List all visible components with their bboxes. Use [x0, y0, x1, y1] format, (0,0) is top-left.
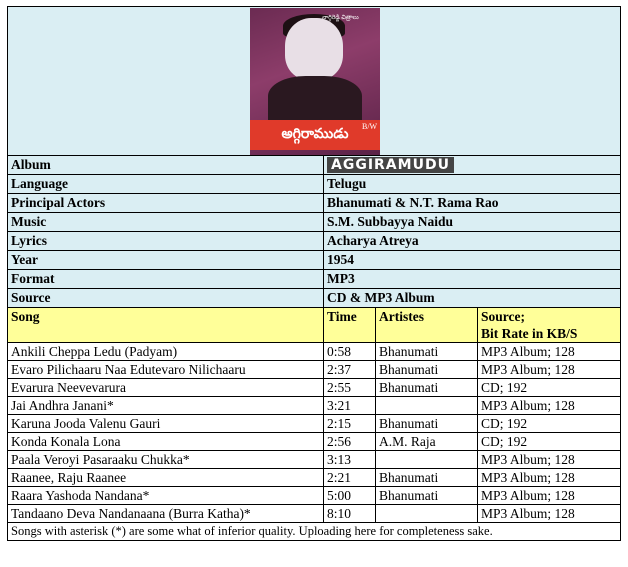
header-artistes: Artistes — [376, 308, 478, 343]
song-artiste — [376, 451, 478, 469]
song-info-table — [7, 6, 621, 541]
song-row — [8, 379, 621, 397]
song-source: MP3 Album; 128 — [478, 505, 621, 523]
song-source: MP3 Album; 128 — [478, 343, 621, 361]
header-time: Time — [324, 308, 376, 343]
song-time: 2:21 — [324, 469, 376, 487]
song-row — [8, 361, 621, 379]
info-row-music — [8, 213, 621, 232]
info-value: S.M. Subbayya Naidu — [324, 213, 621, 232]
info-value: CD & MP3 Album — [324, 289, 621, 308]
song-time: 2:37 — [324, 361, 376, 379]
info-label: Principal Actors — [8, 194, 324, 213]
song-row — [8, 415, 621, 433]
info-label: Language — [8, 175, 324, 194]
info-row-source — [8, 289, 621, 308]
song-info-table-wrapper — [7, 6, 620, 541]
song-time: 8:10 — [324, 505, 376, 523]
song-artiste: Bhanumati — [376, 415, 478, 433]
cover-row — [8, 7, 621, 156]
song-artiste: Bhanumati — [376, 379, 478, 397]
song-title: Konda Konala Lona — [8, 433, 324, 451]
cover-body-shape — [268, 76, 362, 126]
song-time: 5:00 — [324, 487, 376, 505]
cover-title: అగ్గిరాముడు — [250, 120, 380, 150]
info-row-album — [8, 156, 621, 175]
info-value: 1954 — [324, 251, 621, 270]
info-row-language — [8, 175, 621, 194]
song-row — [8, 397, 621, 415]
cover-cell — [8, 7, 621, 156]
info-label: Lyrics — [8, 232, 324, 251]
song-title: Jai Andhra Janani* — [8, 397, 324, 415]
song-title: Evaro Pilichaaru Naa Edutevaro Nilichaaru — [8, 361, 324, 379]
song-row — [8, 451, 621, 469]
song-time: 3:21 — [324, 397, 376, 415]
song-source: MP3 Album; 128 — [478, 451, 621, 469]
song-rows — [8, 343, 621, 523]
song-title: Raara Yashoda Nandana* — [8, 487, 324, 505]
song-row — [8, 505, 621, 523]
song-time: 0:58 — [324, 343, 376, 361]
song-source: MP3 Album; 128 — [478, 361, 621, 379]
song-row — [8, 343, 621, 361]
song-artiste: Bhanumati — [376, 469, 478, 487]
song-title: Paala Veroyi Pasaraaku Chukka* — [8, 451, 324, 469]
header-source-line1: Source; — [481, 309, 525, 324]
info-row-format — [8, 270, 621, 289]
info-label: Year — [8, 251, 324, 270]
song-source: CD; 192 — [478, 415, 621, 433]
info-label: Format — [8, 270, 324, 289]
song-row — [8, 469, 621, 487]
song-title: Evarura Neevevarura — [8, 379, 324, 397]
header-source — [478, 308, 621, 343]
song-time: 2:15 — [324, 415, 376, 433]
song-artiste: Bhanumati — [376, 361, 478, 379]
song-time: 2:55 — [324, 379, 376, 397]
song-title: Tandaano Deva Nandanaana (Burra Katha)* — [8, 505, 324, 523]
song-artiste: Bhanumati — [376, 487, 478, 505]
song-source: CD; 192 — [478, 379, 621, 397]
song-row — [8, 433, 621, 451]
song-source: MP3 Album; 128 — [478, 487, 621, 505]
song-artiste — [376, 397, 478, 415]
footnote: Songs with asterisk (*) are some what of inferior quality. Uploading here for completeness sake. — [8, 523, 621, 541]
footnote-row — [8, 523, 621, 541]
song-time: 3:13 — [324, 451, 376, 469]
album-cover-image — [250, 8, 380, 156]
song-source: MP3 Album; 128 — [478, 469, 621, 487]
song-source: MP3 Album; 128 — [478, 397, 621, 415]
info-label: Music — [8, 213, 324, 232]
song-source: CD; 192 — [478, 433, 621, 451]
song-title: Ankili Cheppa Ledu (Padyam) — [8, 343, 324, 361]
info-row-actors — [8, 194, 621, 213]
header-song: Song — [8, 308, 324, 343]
song-header-row — [8, 308, 621, 343]
cover-face-shape — [285, 18, 343, 80]
info-value: Telugu — [324, 175, 621, 194]
info-value: Bhanumati & N.T. Rama Rao — [324, 194, 621, 213]
song-artiste: Bhanumati — [376, 343, 478, 361]
cover-badge: B/W — [362, 122, 378, 131]
info-value — [324, 156, 621, 175]
info-row-lyrics — [8, 232, 621, 251]
song-artiste — [376, 505, 478, 523]
info-row-year — [8, 251, 621, 270]
header-source-line2: Bit Rate in KB/S — [481, 326, 578, 341]
song-title: Raanee, Raju Raanee — [8, 469, 324, 487]
song-title: Karuna Jooda Valenu Gauri — [8, 415, 324, 433]
info-value: Acharya Atreya — [324, 232, 621, 251]
info-label: Album — [8, 156, 324, 175]
song-time: 2:56 — [324, 433, 376, 451]
song-artiste: A.M. Raja — [376, 433, 478, 451]
info-value: MP3 — [324, 270, 621, 289]
cover-topline: నాగ్గిరెడ్డి చిత్రాలు — [322, 15, 359, 21]
info-label: Source — [8, 289, 324, 308]
album-logo: AGGIRAMUDU — [327, 157, 454, 173]
song-row — [8, 487, 621, 505]
